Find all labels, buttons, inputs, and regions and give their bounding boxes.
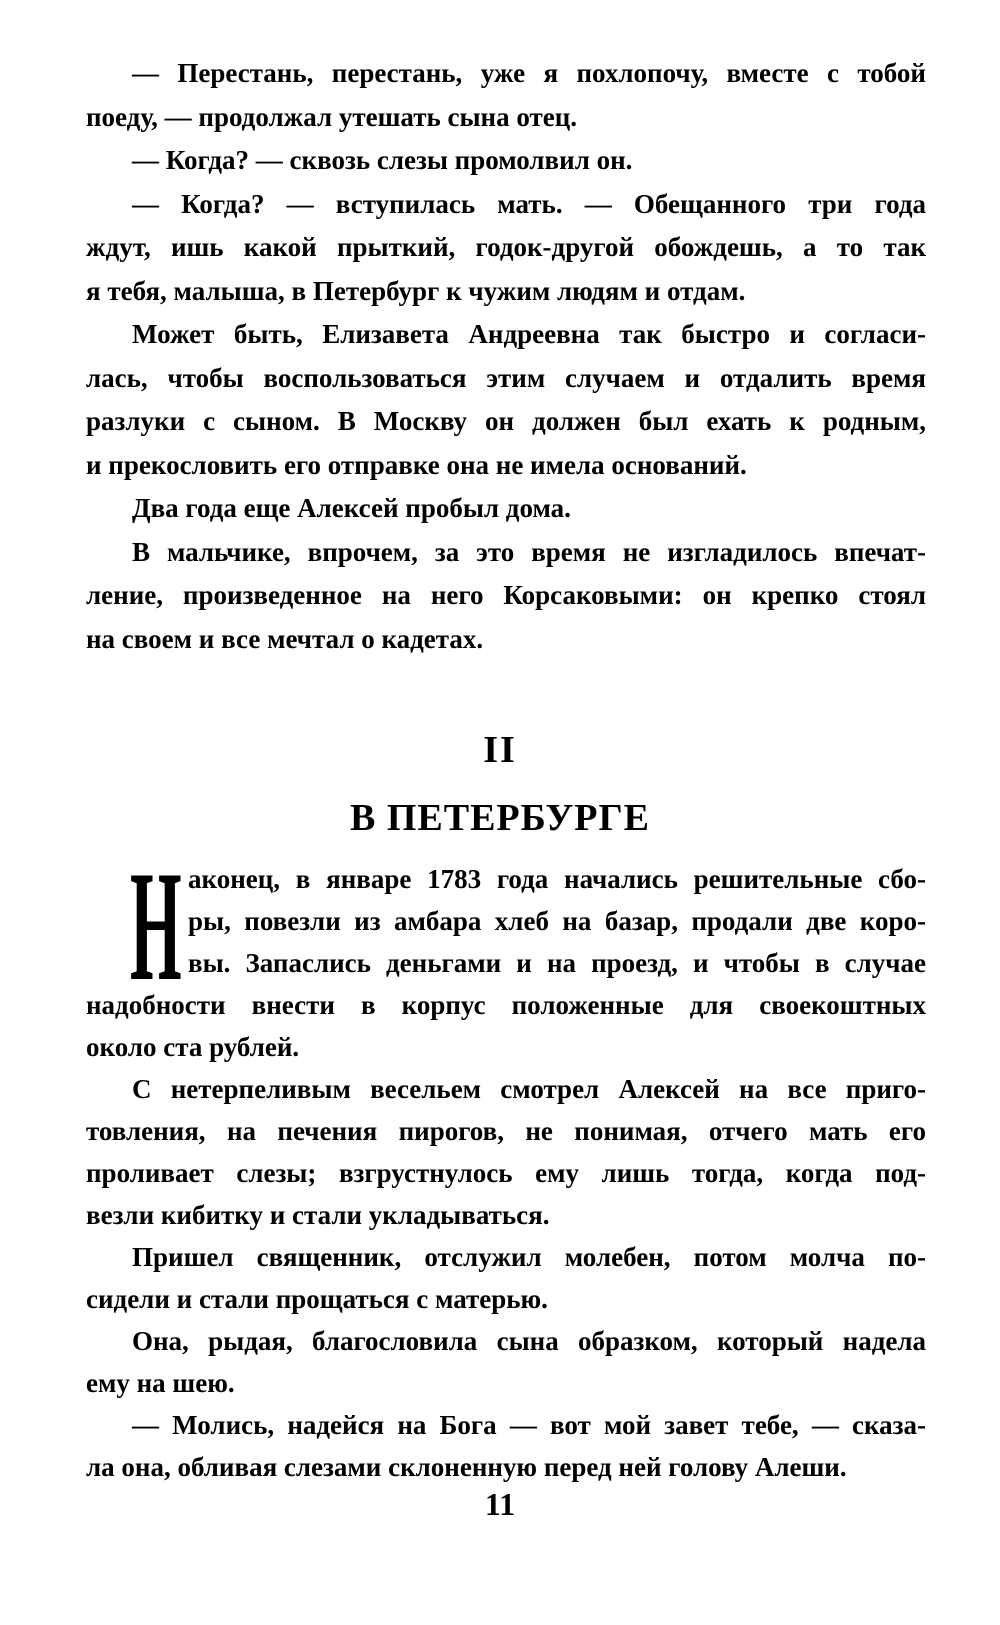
text-line: я тебя, малыша, в Петербург к чужим людям и отдам.	[86, 275, 746, 306]
text-line: ры, повезли из амбара хлеб на базар, продали две коро-	[188, 906, 926, 936]
text-line: — Когда? — сквозь слезы промолвил он.	[132, 145, 633, 175]
text-block-before-chapter	[86, 52, 926, 661]
text-line: на своем и все мечтал о кадетах.	[86, 623, 484, 654]
text-line: ждут, ишь какой прыткий, годок-другой обождешь, а то так	[86, 232, 926, 262]
text-line: — Когда? — вступилась мать. — Обещанного три года	[132, 188, 926, 219]
text-line: вы. Запаслись деньгами и на проезд, и чтобы в случае	[188, 948, 926, 978]
text-line: везли кибитку и стали укладываться.	[86, 1200, 550, 1230]
text-line: Она, рыдая, благословила сына образком, который надела	[132, 1326, 926, 1356]
text-line: лась, чтобы воспользоваться этим случаем и отдалить время	[86, 362, 926, 393]
text-line: около ста рублей.	[86, 1032, 300, 1062]
text-line: ему на шею.	[86, 1368, 235, 1398]
page-number: 11	[484, 1486, 516, 1522]
text-line: Два года еще Алексей пробыл дома.	[132, 493, 571, 523]
text-line: С нетерпеливым весельем смотрел Алексей на все приго-	[132, 1074, 926, 1104]
text-line: — Перестань, перестань, уже я похлопочу, вместе с тобой	[132, 58, 926, 88]
text-line: Пришел священник, отслужил молебен, потом молча по-	[132, 1242, 926, 1272]
text-line: Может быть, Елизавета Андреевна так быстро и согласи-	[132, 319, 926, 349]
text-line: ла она, обливая слезами склоненную перед ней голову Алеши.	[86, 1452, 847, 1482]
text-line: надобности внести в корпус положенные для своекоштных	[86, 990, 926, 1020]
text-line: и прекословить его отправке она не имела оснований.	[86, 449, 747, 480]
text-line: В мальчике, впрочем, за это время не изгладилось впечат-	[132, 536, 926, 567]
text-line: сидели и стали прощаться с матерью.	[86, 1284, 548, 1314]
drop-cap-letter: Н	[130, 839, 182, 1014]
text-line: ление, произведенное на него Корсаковыми: он крепко стоял	[86, 580, 926, 610]
text-line: — Молись, надейся на Бога — вот мой завет тебе, — сказа-	[132, 1410, 926, 1440]
text-block-chapter-two	[86, 839, 926, 1488]
chapter-title: В ПЕТЕРБУРГЕ	[349, 797, 651, 839]
text-line: проливает слезы; взгрустнулось ему лишь тогда, когда под-	[86, 1158, 926, 1188]
text-line: аконец, в январе 1783 года начались решительные сбо-	[188, 864, 926, 894]
chapter-number: II	[483, 729, 517, 771]
text-line: товления, на печения пирогов, не понимая, отчего мать его	[86, 1116, 926, 1146]
text-line: поеду, — продолжал утешать сына отец.	[86, 101, 578, 132]
text-line: разлуки с сыном. В Москву он должен был ехать к родным,	[86, 406, 926, 436]
